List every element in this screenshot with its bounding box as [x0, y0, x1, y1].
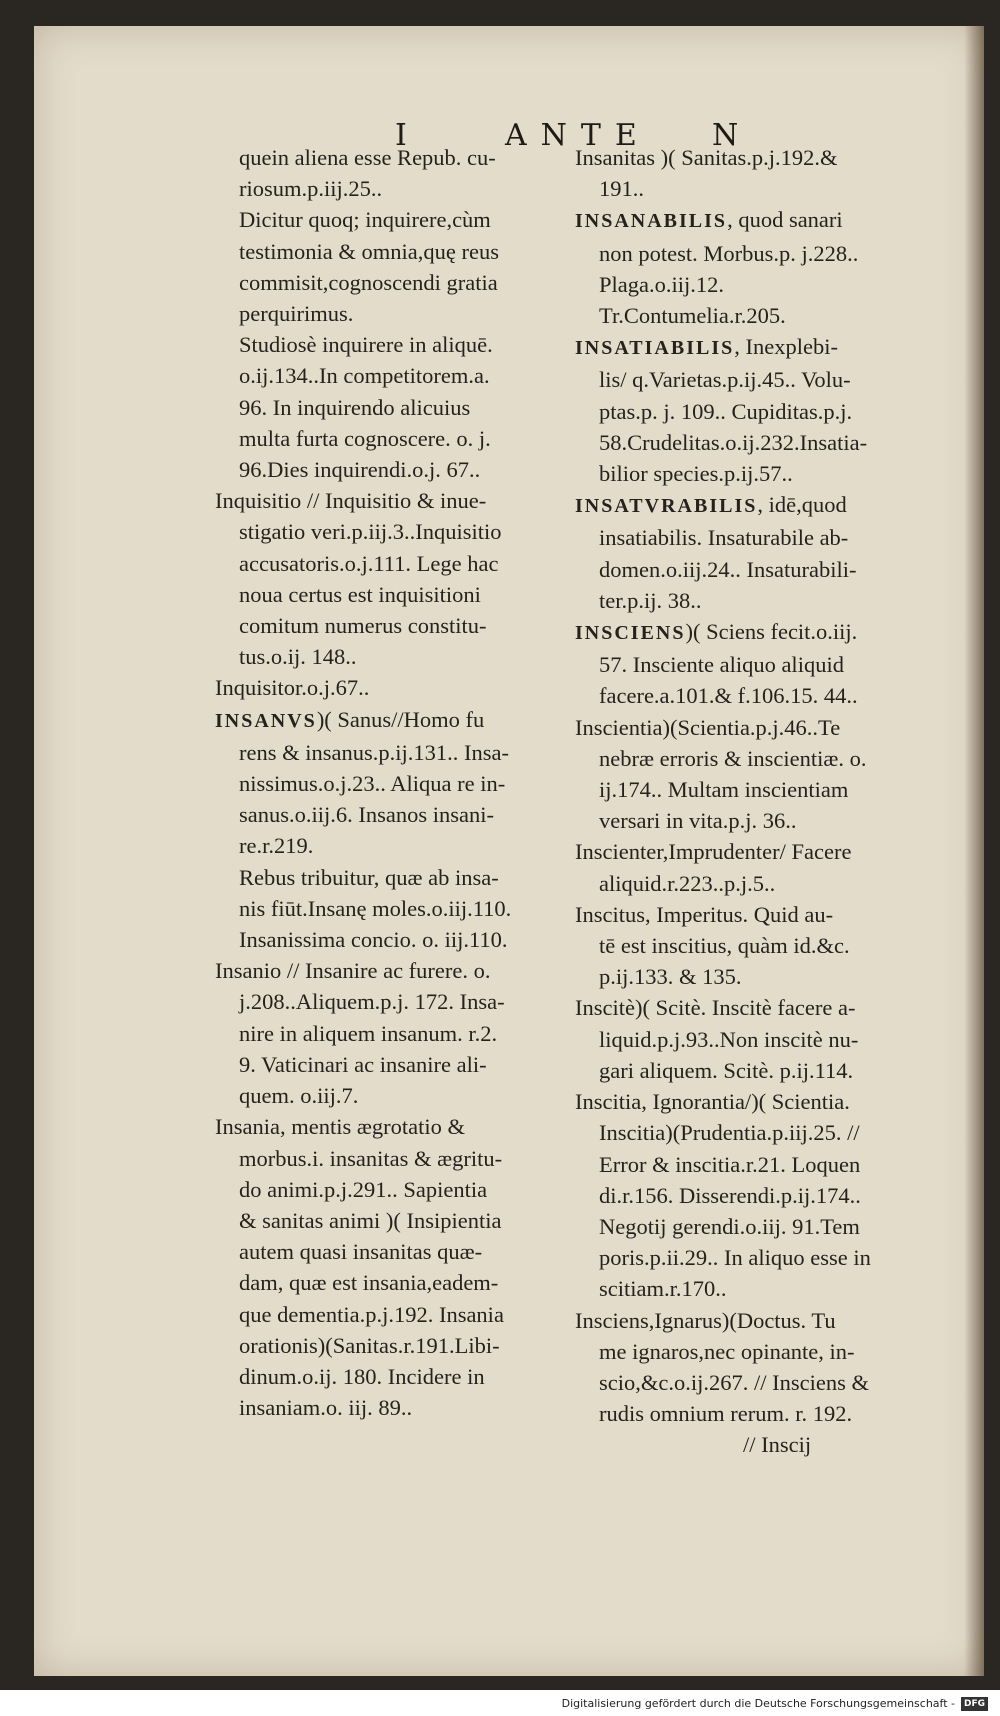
text-line: dam, quæ est insania,eadem-	[239, 1270, 499, 1296]
text-line: j.208..Aliquem.p.j. 172. Insa-	[239, 989, 505, 1015]
text-line: morbus.i. insanitas & ægritu-	[239, 1145, 503, 1171]
text-line: accusatoris.o.j.111. Lege hac	[239, 550, 499, 576]
text-line: INSANABILIS, quod sanari	[575, 207, 843, 233]
text-line: Inscitia, Ignorantia/)( Scientia.	[575, 1089, 850, 1115]
header-left: I	[395, 118, 409, 153]
text-line: non potest. Morbus.p. j.228..	[599, 240, 859, 266]
text-line: facere.a.101.& f.106.15. 44..	[599, 683, 858, 709]
text-line: INSCIENS)( Sciens fecit.o.iij.	[575, 619, 858, 645]
text-line: perquirimus.	[239, 301, 354, 327]
text-line: Rebus tribuitur, quæ ab insa-	[239, 864, 499, 890]
text-line: Inscitè)( Scitè. Inscitè facere a-	[575, 995, 856, 1021]
text-line: Dicitur quoq; inquirere,cùm	[239, 207, 491, 233]
text-line: INSATIABILIS, Inexplebi-	[575, 334, 838, 360]
text-line: 191..	[599, 176, 644, 202]
text-line: scitiam.r.170..	[599, 1276, 727, 1302]
footer-credit: Digitalisierung gefördert durch die Deutsche Forschungsgemeinschaft -	[561, 1697, 955, 1710]
text-line: riosum.p.iij.25..	[239, 176, 383, 202]
headword: INSANVS	[215, 709, 317, 732]
text-line: o.ij.134..In competitorem.a.	[239, 363, 490, 389]
text-line: 58.Crudelitas.o.ij.232.Insatia-	[599, 429, 868, 455]
headword: INSATIABILIS	[575, 337, 735, 360]
text-line: Negotij gerendi.o.iij. 91.Tem	[599, 1213, 860, 1239]
text-line: Error & inscitia.r.21. Loquen	[599, 1151, 861, 1177]
text-line: nis fiūt.Insanę moles.o.iij.110.	[239, 895, 512, 921]
text-line: re.r.219.	[239, 833, 314, 859]
text-line: ter.p.ij. 38..	[599, 587, 702, 613]
text-line: do animi.p.j.291.. Sapientia	[239, 1176, 488, 1202]
headword: INSATVRABILIS	[575, 495, 758, 518]
text-line: INSANVS)( Sanus//Homo fu	[215, 706, 485, 732]
text-line: Inscientia)(Scientia.p.j.46..Te	[575, 714, 841, 740]
text-line: Plaga.o.iij.12.	[599, 271, 724, 297]
dfg-logo: DFG	[961, 1697, 988, 1711]
text-line: INSATVRABILIS, idē,quod	[575, 492, 847, 518]
text-line: // Inscij	[743, 1432, 812, 1458]
text-line: tē est inscitius, quàm id.&c.	[599, 933, 850, 959]
text-line: Inscitia)(Prudentia.p.iij.25. //	[599, 1120, 860, 1146]
right-column	[575, 142, 975, 1461]
text-line: Insciens,Ignarus)(Doctus. Tu	[575, 1307, 836, 1333]
text-line: stigatio veri.p.iij.3..Inquisitio	[239, 519, 502, 545]
text-line: 96.Dies inquirendi.o.j. 67..	[239, 457, 481, 483]
text-line: insatiabilis. Insaturabile ab-	[599, 525, 849, 551]
text-line: comitum numerus constitu-	[239, 613, 487, 639]
text-line: lis/ q.Varietas.p.ij.45.. Volu-	[599, 367, 851, 393]
text-line: multa furta cognoscere. o. j.	[239, 425, 491, 451]
left-column	[215, 142, 560, 1423]
text-line: Insania, mentis ægrotatio &	[215, 1114, 465, 1140]
text-line: versari in vita.p.j. 36..	[599, 808, 797, 834]
text-line: p.ij.133. & 135.	[599, 964, 742, 990]
text-line: Tr.Contumelia.r.205.	[599, 303, 786, 329]
footer-bar	[0, 1692, 1000, 1716]
headword: INSCIENS	[575, 622, 686, 645]
text-line: nire in aliquem insanum. r.2.	[239, 1020, 498, 1046]
text-line: domen.o.iij.24.. Insaturabili-	[599, 556, 857, 582]
text-line: tus.o.ij. 148..	[239, 644, 357, 670]
text-line: Inquisitio // Inquisitio & inue-	[215, 488, 487, 514]
headword: INSANABILIS	[575, 210, 728, 233]
header-right: N	[712, 118, 741, 153]
text-line: Inscienter,Imprudenter/ Facere	[575, 839, 852, 865]
text-line: sanus.o.iij.6. Insanos insani-	[239, 802, 494, 828]
text-line: ptas.p. j. 109.. Cupiditas.p.j.	[599, 398, 853, 424]
text-line: bilior species.p.ij.57..	[599, 461, 793, 487]
text-line: dinum.o.ij. 180. Incidere in	[239, 1363, 485, 1389]
text-line: commisit,cognoscendi gratia	[239, 269, 498, 295]
text-line: que dementia.p.j.192. Insania	[239, 1301, 504, 1327]
text-line: Insanissima concio. o. iij.110.	[239, 927, 508, 953]
text-line: 96. In inquirendo alicuius	[239, 394, 471, 420]
header-middle: ANTE	[505, 118, 651, 153]
text-line: orationis)(Sanitas.r.191.Libi-	[239, 1332, 500, 1358]
text-line: Inquisitor.o.j.67..	[215, 675, 370, 701]
text-line: gari aliquem. Scitè. p.ij.114.	[599, 1057, 854, 1083]
text-line: me ignaros,nec opinante, in-	[599, 1338, 855, 1364]
text-line: Insanitas )( Sanitas.p.j.192.&	[575, 145, 838, 170]
text-line: di.r.156. Disserendi.p.ij.174..	[599, 1182, 861, 1208]
text-line: Insanio // Insanire ac furere. o.	[215, 958, 491, 984]
text-line: scio,&c.o.ij.267. // Insciens &	[599, 1369, 869, 1395]
text-line: Studiosè inquirere in aliquē.	[239, 332, 493, 358]
text-line: Inscitus, Imperitus. Quid au-	[575, 901, 834, 927]
text-line: quem. o.iij.7.	[239, 1083, 359, 1109]
text-line: 9. Vaticinari ac insanire ali-	[239, 1051, 487, 1077]
text-line: 57. Insciente aliquo aliquid	[599, 652, 844, 678]
text-line: & sanitas animi )( Insipientia	[239, 1207, 502, 1233]
text-line: poris.p.ii.29.. In aliquo esse in	[599, 1245, 871, 1271]
text-line: nebræ erroris & inscientiæ. o.	[599, 745, 867, 771]
text-line: autem quasi insanitas quæ-	[239, 1239, 483, 1265]
text-line: nissimus.o.j.23.. Aliqua re in-	[239, 771, 506, 797]
text-line: noua certus est inquisitioni	[239, 581, 481, 607]
text-line: testimonia & omnia,quę reus	[239, 238, 499, 264]
text-line: rudis omnium rerum. r. 192.	[599, 1401, 853, 1427]
text-line: aliquid.r.223..p.j.5..	[599, 870, 776, 896]
text-line: insaniam.o. iij. 89..	[239, 1395, 413, 1421]
text-line: liquid.p.j.93..Non inscitè nu-	[599, 1026, 859, 1052]
text-line: quein aliena esse Repub. cu-	[239, 145, 496, 170]
text-line: ij.174.. Multam inscientiam	[599, 777, 849, 803]
text-line: rens & insanus.p.ij.131.. Insa-	[239, 739, 509, 765]
